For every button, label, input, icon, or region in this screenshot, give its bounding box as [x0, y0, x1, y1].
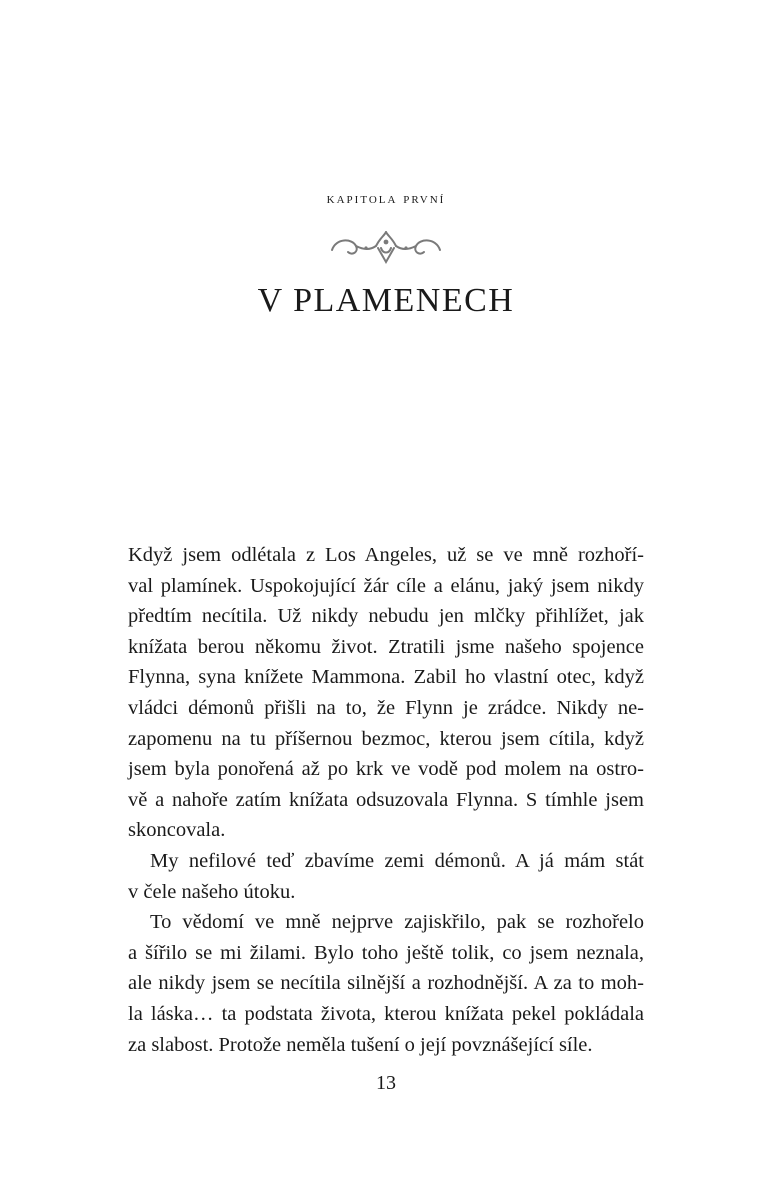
text-line: předtím necítila. Už nikdy nebudu jen mlčky přihlížet, jak	[128, 605, 644, 628]
text-line: My nefilové teď zbavíme zemi démonů. A já mám stát	[150, 849, 644, 872]
flourish-ornament-icon	[326, 228, 446, 268]
text-line: Když jsem odlétala z Los Angeles, už se ve mně rozhoří-	[128, 544, 644, 566]
text-line: v čele našeho útoku.	[128, 880, 296, 903]
paragraph	[128, 540, 644, 846]
body-text	[128, 540, 644, 1060]
text-line: zapomenu na tu příšernou bezmoc, kterou jsem cítila, když	[128, 727, 644, 750]
paragraph	[128, 846, 644, 907]
chapter-label: kapitola první	[326, 191, 446, 207]
text-line: Flynna, syna knížete Mammona. Zabil ho vlastní otec, když	[128, 666, 644, 689]
text-line: To vědomí ve mně nejprve zajiskřilo, pak se rozhořelo	[150, 911, 644, 934]
text-line: knížata berou někomu život. Ztratili jsme našeho spojence	[128, 635, 644, 658]
paragraph	[128, 907, 644, 1060]
text-line: vládci démonů přišli na to, že Flynn je zrádce. Nikdy ne-	[128, 696, 644, 719]
page-number: 13	[376, 1072, 396, 1094]
text-line: skoncovala.	[128, 819, 226, 842]
text-line: ale nikdy jsem se necítila silnější a rozhodnější. A za to moh-	[128, 972, 644, 995]
text-line: a šířilo se mi žilami. Bylo toho ještě tolik, co jsem neznala,	[128, 941, 644, 964]
text-line: la láska… ta podstata života, kterou knížata pekel pokládala	[128, 1002, 644, 1025]
text-line: vě a nahoře zatím knížata odsuzovala Flynna. S tímhle jsem	[128, 788, 644, 811]
text-line: val plamínek. Uspokojující žár cíle a elánu, jaký jsem nikdy	[128, 574, 644, 597]
text-line: jsem byla ponořená až po krk ve vodě pod molem na ostro-	[128, 758, 644, 781]
text-line: za slabost. Protože neměla tušení o její povznášející síle.	[128, 1033, 593, 1056]
chapter-title: V PLAMENECH	[257, 282, 515, 319]
